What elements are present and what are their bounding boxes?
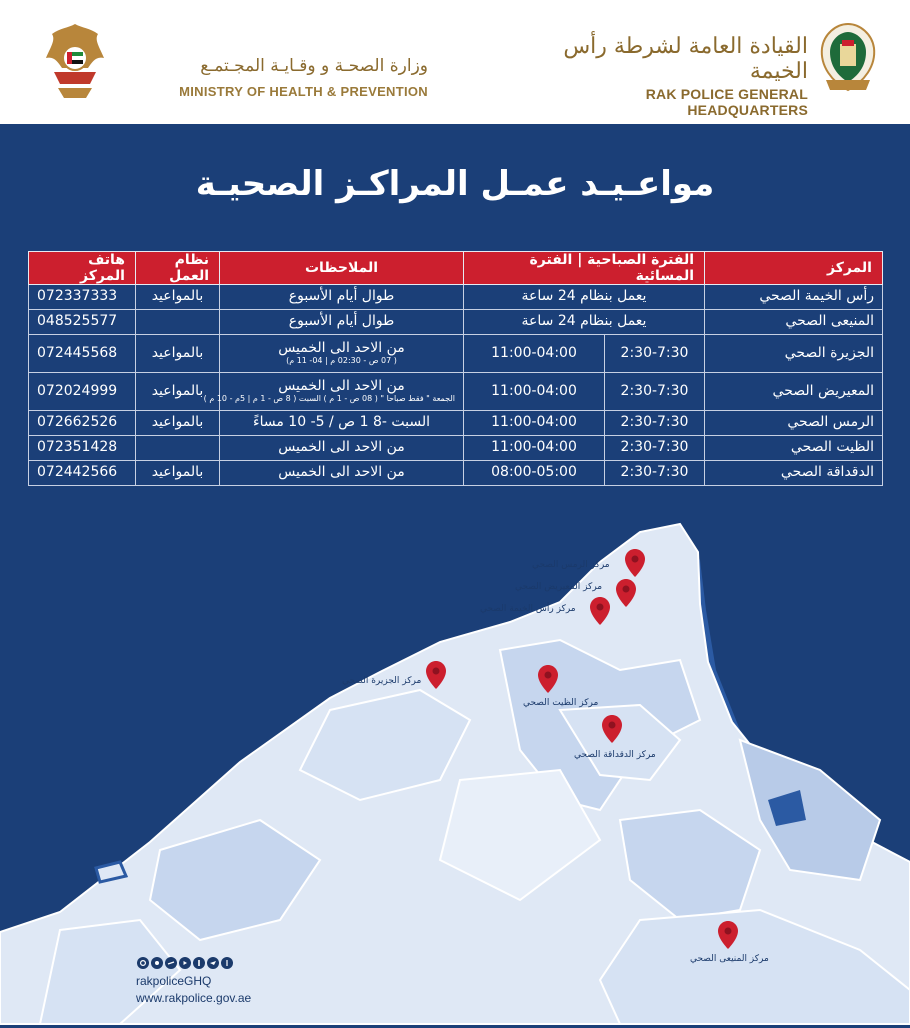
twitter-icon xyxy=(165,957,177,969)
shift-hours: يعمل بنظام 24 ساعة xyxy=(464,285,705,310)
work-system xyxy=(136,436,220,461)
center-name: الجزيرة الصحي xyxy=(705,335,883,373)
website-link[interactable]: www.rakpolice.gov.ae xyxy=(136,991,252,1005)
tiktok-icon xyxy=(221,957,233,969)
notes: طوال أيام الأسبوع xyxy=(220,310,464,335)
morning-shift: 2:30-7:30 xyxy=(605,436,705,461)
evening-shift: 11:00-04:00 xyxy=(464,373,605,411)
table-row xyxy=(29,310,883,335)
phone-number: 072662526 xyxy=(29,411,136,436)
phone-number: 072351428 xyxy=(29,436,136,461)
schedule-header-row xyxy=(29,252,883,285)
pin-label-rams: مركز الرمس الصحي xyxy=(532,560,610,570)
table-row xyxy=(29,285,883,310)
evening-shift: 11:00-04:00 xyxy=(464,335,605,373)
phone-number: 072024999 xyxy=(29,373,136,411)
pin-label-jazeera: مركز الجزيرة الصحي xyxy=(342,676,422,686)
pin-label-muairid: مركز المعيريض الصحي xyxy=(515,582,603,592)
phone-number: 048525577 xyxy=(29,310,136,335)
map-pin-icon xyxy=(589,596,611,626)
work-system: بالمواعيد xyxy=(136,335,220,373)
region-map xyxy=(0,520,910,1024)
header-notes: الملاحظات xyxy=(220,252,464,285)
center-name: الدقداقة الصحي xyxy=(705,461,883,486)
work-system xyxy=(136,310,220,335)
map-pin-icon xyxy=(425,660,447,690)
morning-shift: 2:30-7:30 xyxy=(605,411,705,436)
police-name-arabic: القيادة العامة لشرطة رأس الخيمة xyxy=(563,34,808,84)
header-center: المركز xyxy=(705,252,883,285)
center-name: الظيت الصحي xyxy=(705,436,883,461)
table-row xyxy=(29,335,883,373)
pin-label-dhayt: مركز الظيت الصحي xyxy=(523,698,599,708)
work-system: بالمواعيد xyxy=(136,373,220,411)
notes: طوال أيام الأسبوع xyxy=(220,285,464,310)
map-pin-icon xyxy=(615,578,637,608)
ministry-logo-block xyxy=(40,18,428,108)
map-pin-icon xyxy=(717,920,739,950)
phone-number: 072445568 xyxy=(29,335,136,373)
work-system: بالمواعيد xyxy=(136,461,220,486)
uae-emblem-icon xyxy=(40,18,110,104)
evening-shift: 08:00-05:00 xyxy=(464,461,605,486)
center-name: رأس الخيمة الصحي xyxy=(705,285,883,310)
page-title: مواعـيـد عمـل المراكـز الصحيـة xyxy=(195,164,715,204)
schedule-table xyxy=(28,251,883,486)
snapchat-icon xyxy=(151,957,163,969)
pin-label-munai: مركز المنيعى الصحي xyxy=(690,954,769,964)
social-icons-row xyxy=(136,956,256,970)
phone-number: 072337333 xyxy=(29,285,136,310)
youtube-icon xyxy=(179,957,191,969)
map-pin-icon xyxy=(624,548,646,578)
morning-shift: 2:30-7:30 xyxy=(605,461,705,486)
header-shifts: الفترة الصباحية | الفترة المسائية xyxy=(464,252,705,285)
morning-shift: 2:30-7:30 xyxy=(605,335,705,373)
notes-detail: ( 07 ص - 02:30 م | 04- 11 م) xyxy=(286,356,397,366)
police-name-english: RAK POLICE GENERAL HEADQUARTERS xyxy=(645,86,808,118)
police-logo-block xyxy=(520,18,890,118)
notes-detail: الجمعة " فقط صباحا " ( 08 ص - 1 م ) السبت ( 8 ص - 1 م | 5م - 10 م ) xyxy=(203,394,455,404)
table-row xyxy=(29,461,883,486)
table-row xyxy=(29,411,883,436)
social-handle: rakpoliceGHQ xyxy=(136,974,212,988)
map-pin-icon xyxy=(537,664,559,694)
table-row xyxy=(29,436,883,461)
shift-hours: يعمل بنظام 24 ساعة xyxy=(464,310,705,335)
header-bar xyxy=(0,0,910,124)
map-land-svg xyxy=(0,520,910,1024)
notes-main: من الاحد الى الخميس xyxy=(278,339,405,356)
notes xyxy=(220,335,464,373)
telegram-icon xyxy=(207,957,219,969)
evening-shift: 11:00-04:00 xyxy=(464,436,605,461)
facebook-icon xyxy=(193,957,205,969)
notes-main: من الاحد الى الخميس xyxy=(278,377,405,394)
pin-label-digdaga: مركز الدقداقة الصحي xyxy=(574,750,656,760)
pin-label-rak: مركز رأس الخيمة الصحي xyxy=(480,604,576,614)
map-pin-icon xyxy=(601,714,623,744)
table-row xyxy=(29,373,883,411)
header-phone: هاتف المركز xyxy=(29,252,136,285)
center-name: الرمس الصحي xyxy=(705,411,883,436)
morning-shift: 2:30-7:30 xyxy=(605,373,705,411)
center-name: المعيريض الصحي xyxy=(705,373,883,411)
evening-shift: 11:00-04:00 xyxy=(464,411,605,436)
notes: من الاحد الى الخميس xyxy=(220,461,464,486)
instagram-icon xyxy=(137,957,149,969)
notes xyxy=(203,373,464,411)
phone-number: 072442566 xyxy=(29,461,136,486)
center-name: المنيعى الصحي xyxy=(705,310,883,335)
notes: السبت -8 1 ص / 5- 10 مساءً xyxy=(220,411,464,436)
rak-police-seal-icon xyxy=(816,22,880,94)
work-system: بالمواعيد xyxy=(136,285,220,310)
header-system: نظام العمل xyxy=(136,252,220,285)
work-system: بالمواعيد xyxy=(136,411,220,436)
ministry-name-arabic: وزارة الصحـة و وقـايـة المجـتمـع xyxy=(200,56,428,76)
ministry-name-english: MINISTRY OF HEALTH & PREVENTION xyxy=(179,84,428,99)
notes: من الاحد الى الخميس xyxy=(220,436,464,461)
